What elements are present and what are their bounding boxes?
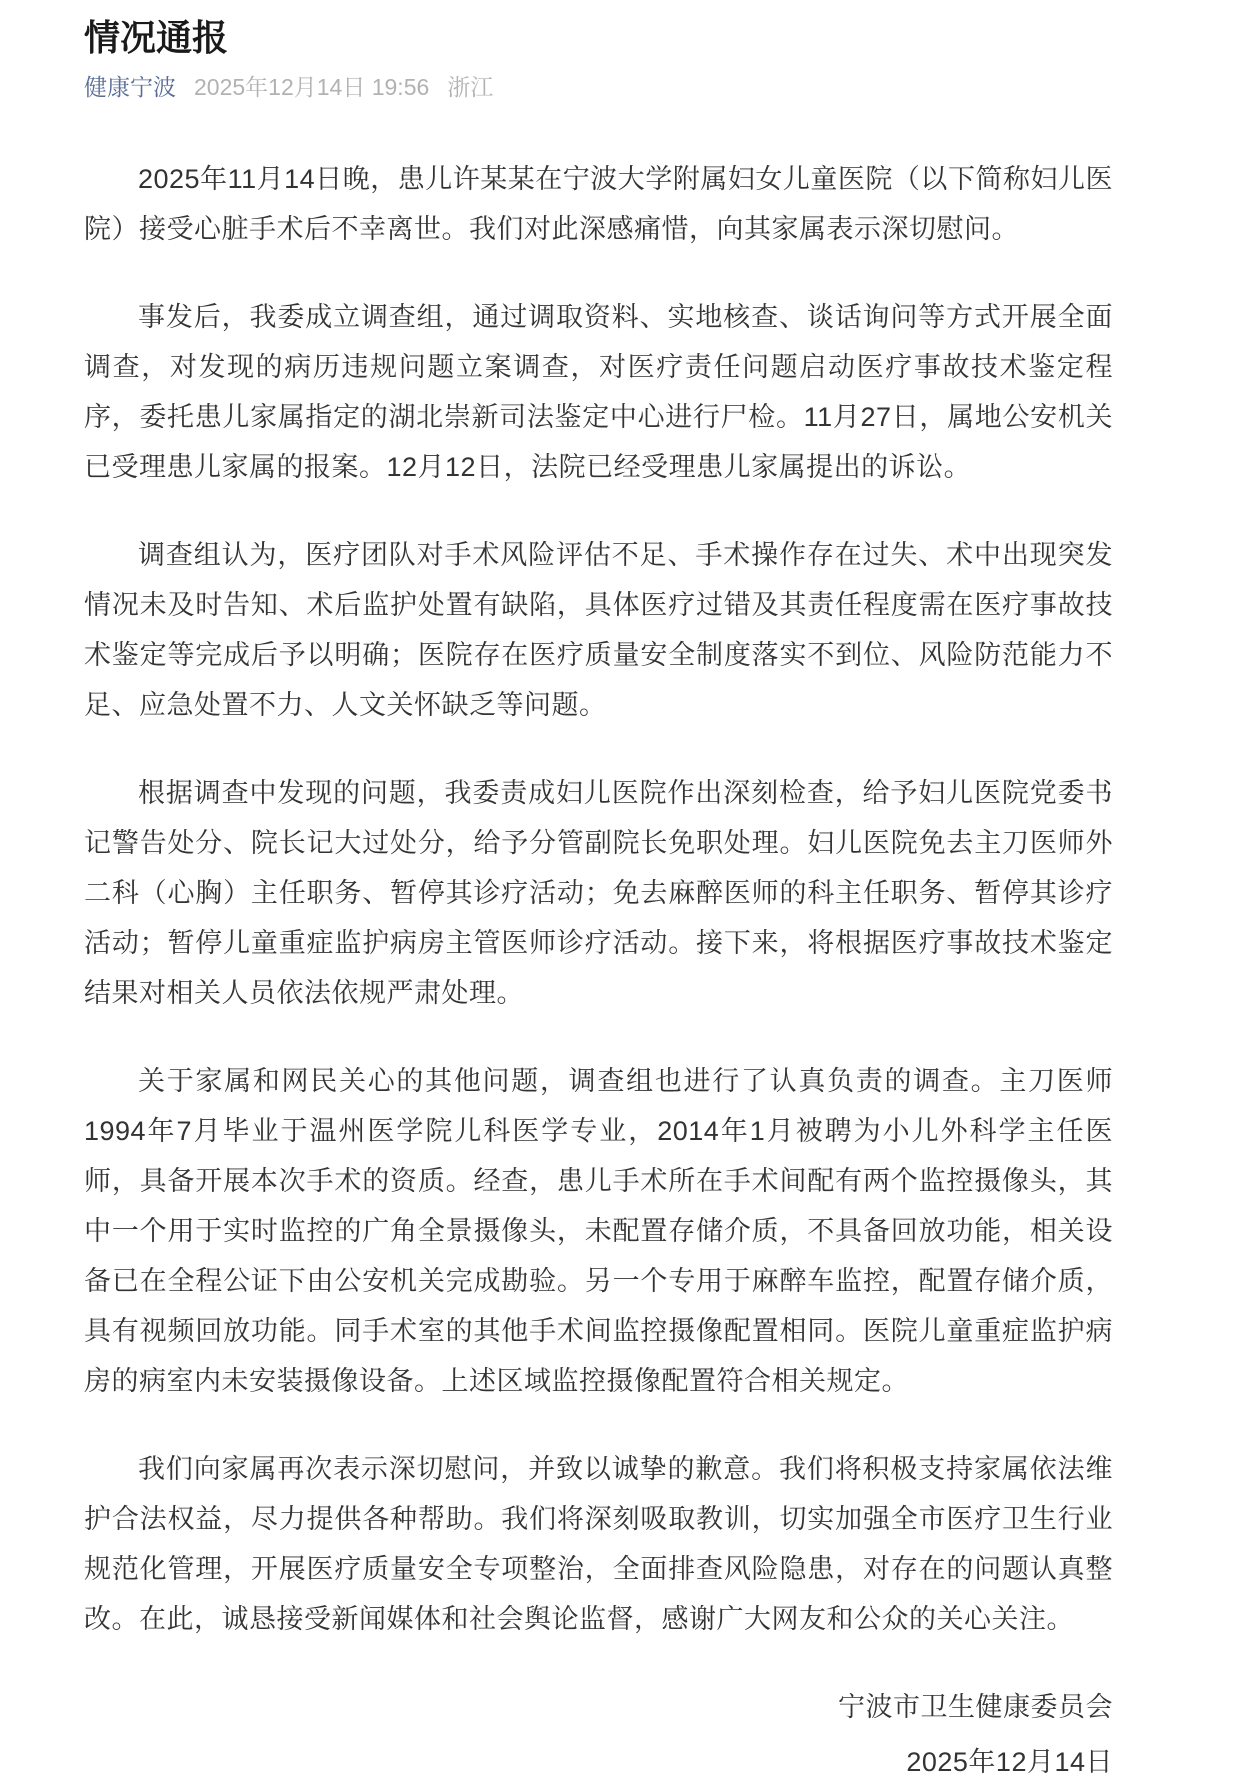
publish-date: 2025年12月14日 19:56 — [194, 74, 430, 100]
paragraph-1: 2025年11月14日晚，患儿许某某在宁波大学附属妇女儿童医院（以下简称妇儿医院）接受心脏手术后不幸离世。我们对此深感痛惜，向其家属表示深切慰问。 — [84, 164, 1113, 244]
paragraph-4: 根据调查中发现的问题，我委责成妇儿医院作出深刻检查，给予妇儿医院党委书记警告处分、院长记大过处分，给予分管副院长免职处理。妇儿医院免去主刀医师外二科（心胸）主任职务、暂停其诊疗活动；免去麻醉医师的科主任职务、暂停其诊疗活动；暂停儿童重症监护病房主管医师诊疗活动。接下来，将根据医疗事故技术鉴定结果对相关人员依法依规严肃处理。 — [84, 778, 1113, 1008]
article-title: 情况通报 — [84, 17, 229, 58]
paragraph-6: 我们向家属再次表示深切慰问，并致以诚挚的歉意。我们将积极支持家属依法维护合法权益，尽力提供各种帮助。我们将深刻吸取教训，切实加强全市医疗卫生行业规范化管理，开展医疗质量安全专项整治，全面排查风险隐患，对存在的问题认真整改。在此，诚恳接受新闻媒体和社会舆论监督，感谢广大网友和公众的关心关注。 — [84, 1454, 1113, 1634]
paragraph-5: 关于家属和网民关心的其他问题，调查组也进行了认真负责的调查。主刀医师1994年7月毕业于温州医学院儿科医学专业，2014年1月被聘为小儿外科学主任医师，具备开展本次手术的资质。经查，患儿手术所在手术间配有两个监控摄像头，其中一个用于实时监控的广角全景摄像头，未配置存储介质，不具备回放功能，相关设备已在全程公证下由公安机关完成勘验。另一个专用于麻醉车监控，配置存储介质，具有视频回放功能。同手术室的其他手术间监控摄像配置相同。医院儿童重症监护病房的病室内未安装摄像设备。上述区域监控摄像配置符合相关规定。 — [84, 1066, 1113, 1396]
signature-org: 宁波市卫生健康委员会 — [838, 1692, 1113, 1722]
byline — [84, 72, 1113, 102]
paragraph-2: 事发后，我委成立调查组，通过调取资料、实地核查、谈话询问等方式开展全面调查，对发现的病历违规问题立案调查，对医疗责任问题启动医疗事故技术鉴定程序，委托患儿家属指定的湖北崇新司法鉴定中心进行尸检。11月27日，属地公安机关已受理患儿家属的报案。12月12日，法院已经受理患儿家属提出的诉讼。 — [84, 302, 1113, 482]
article-body — [84, 154, 1113, 1787]
publish-location: 浙江 — [447, 74, 494, 100]
paragraph-3: 调查组认为，医疗团队对手术风险评估不足、手术操作存在过失、术中出现突发情况未及时告知、术后监护处置有缺陷，具体医疗过错及其责任程度需在医疗事故技术鉴定等完成后予以明确；医院存在医疗质量安全制度落实不到位、风险防范能力不足、应急处置不力、人文关怀缺乏等问题。 — [84, 540, 1113, 720]
account-name-link[interactable]: 健康宁波 — [84, 74, 176, 100]
signature-date: 2025年12月14日 — [906, 1747, 1113, 1777]
